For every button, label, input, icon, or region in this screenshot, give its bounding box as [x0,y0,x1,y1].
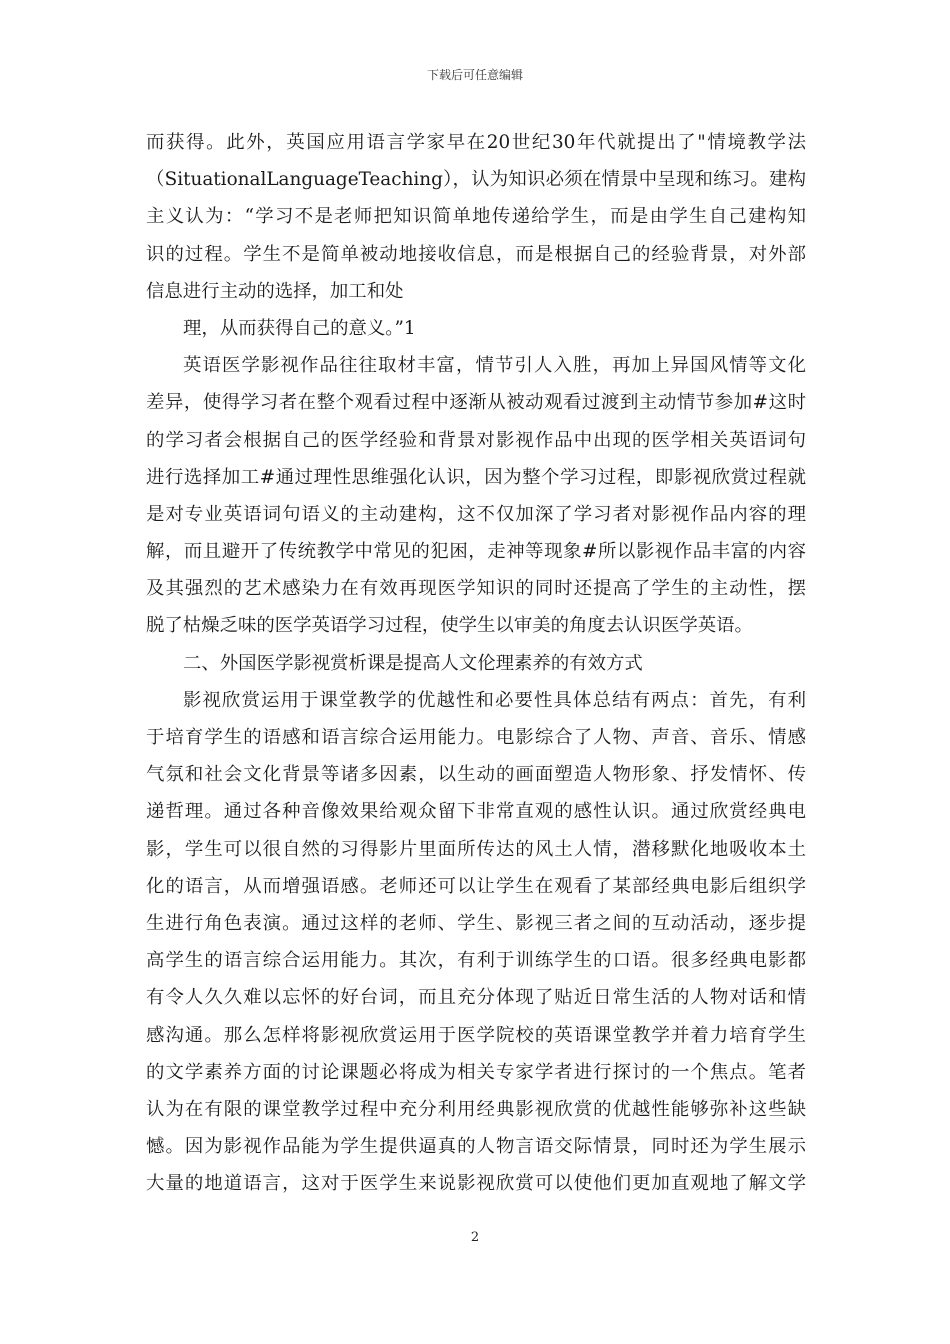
text-line: 递哲理。通过各种音像效果给观众留下非常直观的感性认识。通过欣赏经典电 [146,801,806,823]
text-line: 是对专业英语词句语义的主动建构，这不仅加深了学习者对影视作品内容的理 [146,503,806,525]
text-line: 有令人久久难以忘怀的好台词，而且充分体现了贴近日常生活的人物对话和情 [146,987,806,1009]
text-line: 而获得。此外，英国应用语言学家早在20世纪30年代就提出了"情境教学法 [146,132,806,153]
text-line: 高学生的语言综合运用能力。其次，有利于训练学生的口语。很多经典电影都 [146,950,806,972]
document-body [146,124,806,1202]
text-line: 大量的地道语言，这对于医学生来说影视欣赏可以使他们更加直观地了解文学 [146,1173,806,1195]
text-line: 脱了枯燥乏味的医学英语学习过程，使学生以审美的角度去认识医学英语。 [146,615,753,637]
text-line: 于培育学生的语感和语言综合运用能力。电影综合了人物、声音、音乐、情感 [146,727,806,748]
text-line: 气氛和社会文化背景等诸多因素，以生动的画面塑造人物形象、抒发情怀、传 [146,764,806,786]
page-header: 下载后可任意编辑 [426,68,523,82]
text-line: 识的过程。学生不是简单被动地接收信息，而是根据自己的经验背景，对外部 [146,243,806,265]
text-line-content: （SituationalLanguageTeaching），认为知识必须在情景中呈现和练习。建构 [146,169,806,191]
text-line [146,161,806,198]
text-line: 感沟通。那么怎样将影视欣赏运用于医学院校的英语课堂教学并着力培育学生 [146,1024,806,1046]
text-line: 差异，使得学习者在整个观看过程中逐渐从被动观看过渡到主动情节参加#这时 [146,392,806,414]
paragraph-first-line: 影视欣赏运用于课堂教学的优越性和必要性具体总结有两点：首先，有利 [183,689,806,711]
text-line: 生进行角色表演。通过这样的老师、学生、影视三者之间的互动活动，逐步提 [146,912,806,934]
text-line: 的学习者会根据自己的医学经验和背景对影视作品中出现的医学相关英语词句 [146,429,806,451]
page-number: 2 [470,1230,480,1245]
paragraph-first-line: 英语医学影视作品往往取材丰富，情节引人入胜，再加上异国风情等文化 [183,355,806,377]
text-line: 信息进行主动的选择，加工和处 [146,280,404,302]
section-heading: 二、外国医学影视赏析课是提高人文伦理素养的有效方式 [183,652,643,674]
text-line: 憾。因为影视作品能为学生提供逼真的人物言语交际情景，同时还为学生展示 [146,1136,806,1158]
text-line: 解，而且避开了传统教学中常见的犯困，走神等现象#所以影视作品丰富的内容 [146,541,806,563]
text-line: 及其强烈的艺术感染力在有效再现医学知识的同时还提高了学生的主动性，摆 [146,578,806,600]
text-line: 影，学生可以很自然的习得影片里面所传达的风土人情，潜移默化地吸收本土 [146,838,806,860]
text-line: 主义认为：“学习不是老师把知识简单地传递给学生，而是由学生自己建构知 [146,206,806,228]
text-line: 认为在有限的课堂教学过程中充分利用经典影视欣赏的优越性能够弥补这些缺 [146,1098,806,1120]
text-line: 进行选择加工#通过理性思维强化认识，因为整个学习过程，即影视欣赏过程就 [146,466,806,488]
text-line: 的文学素养方面的讨论课题必将成为相关专家学者进行探讨的一个焦点。笔者 [146,1061,806,1083]
text-line: 理，从而获得自己的意义。”1 [183,317,416,339]
text-line: 化的语言，从而增强语感。老师还可以让学生在观看了某部经典电影后组织学 [146,875,806,897]
